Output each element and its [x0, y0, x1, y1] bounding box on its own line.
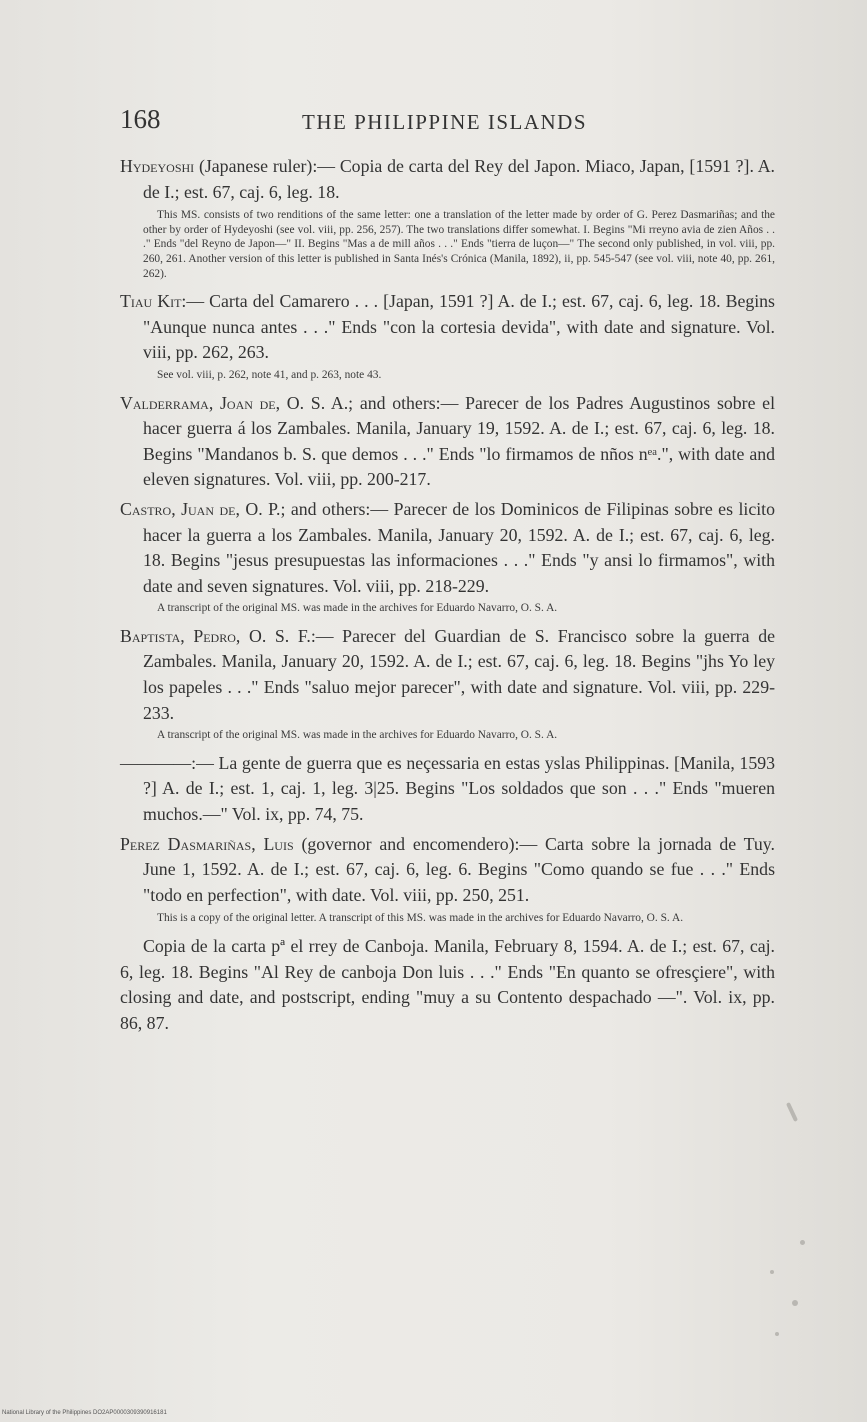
entry-heading: Baptista, Pedro: [120, 625, 236, 646]
entry-note: A transcript of the original MS. was made in the archives for Eduardo Navarro, O. S. A.: [157, 602, 558, 615]
entry-heading: Perez Dasmariñas, Luis: [120, 833, 294, 854]
page-header: [120, 104, 820, 144]
entry-text: , O. S. A.; and others:— Parecer de los Padres Augustinos sobre el hacer guerra á los Zambales. Manila, January 19, 1592. A. de I.; est. 67, caj. 6, leg. 18. Begins "Mandanos b. S. que demos . . ." Ends "lo firmamos de nños nᵉᵃ.", with date and eleven signatures. Vol. viii, pp. 200-217.: [143, 392, 776, 490]
scan-mark: [786, 1102, 798, 1122]
scan-mark: [775, 1332, 779, 1336]
entry-heading: ————: [120, 752, 192, 773]
bibliography-text: [120, 154, 775, 1036]
entry-text: , O. P.; and others:— Parecer de los Dominicos de Filipinas sobre es licito hacer la guerra a los Zambales. Manila, January 20, 1592. A. de I.; est. 67, caj. 6, leg. 18. Begins "jesus presupuestas las informaciones . . ." Ends "y ansi lo firmamos", with date and seven signatures. Vol. viii, pp. 218-229.: [143, 498, 775, 596]
entry-castro: [120, 497, 775, 599]
entry-heading: Tiau Kit: [120, 291, 182, 312]
entry-text: :— Carta del Camarero . . . [Japan, 1591 ?] A. de I.; est. 67, caj. 6, leg. 18. Begins "Aunque nunca antes . . ." Ends "con la cortesia devida", with date and signature. Vol. viii, pp. 262, 263.: [143, 291, 775, 363]
scan-footer: National Library of the Philippines DO2AP0000309390916181: [2, 1410, 167, 1416]
scan-mark: [792, 1300, 798, 1306]
entry-perez-dasmarinas: [120, 832, 775, 909]
entry-note: This is a copy of the original letter. A transcript of this MS. was made in the archives for Eduardo Navarro, O. S. A.: [157, 912, 684, 925]
scan-mark: [800, 1240, 805, 1245]
entry-valderrama: [120, 391, 775, 493]
entry-text: (Japanese ruler):— Copia de carta del Rey del Japon. Miaco, Japan, [1591 ?]. A. de I.; est. 67, caj. 6, leg. 18.: [143, 156, 775, 202]
entry-text: :— La gente de guerra que es neçessaria en estas yslas Philippinas. [Manila, 1593 ?] A. de I.; est. 1, caj. 1, leg. 3|25. Begins "Los soldados que son . . ." Ends "mueren muchos.—" Vol. ix, pp. 74, 75.: [143, 752, 775, 825]
running-title: THE PHILIPPINE ISLANDS: [302, 110, 587, 134]
entry-heading: Castro, Juan de: [120, 498, 236, 519]
page-number: 168: [120, 104, 161, 134]
entry-text: , O. S. F.:— Parecer del Guardian de S. Francisco sobre la guerra de Zambales. Manila, January 20, 1592. A. de I.; est. 67, caj. 6, leg. 18. Begins "jhs Yo ley los papeles . . ." Ends "saluo mejor parecer", with date and signature. Vol. viii, pp. 229-233.: [143, 625, 775, 723]
entry-heading: Valderrama, Joan de: [120, 392, 276, 413]
entry-hydeyoshi: [120, 154, 775, 205]
entry-text: (governor and encomendero):— Carta sobre la jornada de Tuy. June 1, 1592. A. de I.; est. 67, caj. 6, leg. 6. Begins "Como quando se fue . . ." Ends "todo en perfection", with date. Vol. viii, pp. 250, 251.: [143, 833, 775, 905]
entry-heading: Hydeyoshi: [120, 156, 195, 176]
entry-note: This MS. consists of two renditions of the same letter: one a translation of the letter made by order of G. Perez Dasmariñas; and the other by order of Hydeyoshi (see vol. viii, pp. 256, 257). The two translations differ somewhat. I. Begins "Mi rreyno avia de zien Años . . ." Ends "del Reyno de Japon—" II. Begins "Mas a de mill años . . ." Ends "tierra de luçon—" The second only published, in vol. viii, pp. 260, 261. Another version of this letter is published in Santa Inés's Crónica (Manila, 1892), ii, pp. 545-547 (see vol. viii, note 40, pp. 261, 262).: [143, 209, 775, 280]
entry-tiau-kit: [120, 289, 775, 366]
entry-baptista: [120, 624, 775, 726]
entry-note: A transcript of the original MS. was made in the archives for Eduardo Navarro, O. S. A.: [157, 729, 558, 742]
entry-note: See vol. viii, p. 262, note 41, and p. 263, note 43.: [157, 368, 382, 381]
scan-mark: [770, 1270, 774, 1274]
entry-carta-canboja: Copia de la carta pª el rrey de Canboja. Manila, February 8, 1594. A. de I.; est. 67, caj. 6, leg. 18. Begins "Al Rey de canboja Don luis . . ." Ends "En quanto se ofresçiere", with closing and date, and postscript, ending "muy a su Contento despachado —". Vol. ix, pp. 86, 87.: [120, 936, 775, 1033]
entry-gente-de-guerra: [120, 751, 775, 828]
